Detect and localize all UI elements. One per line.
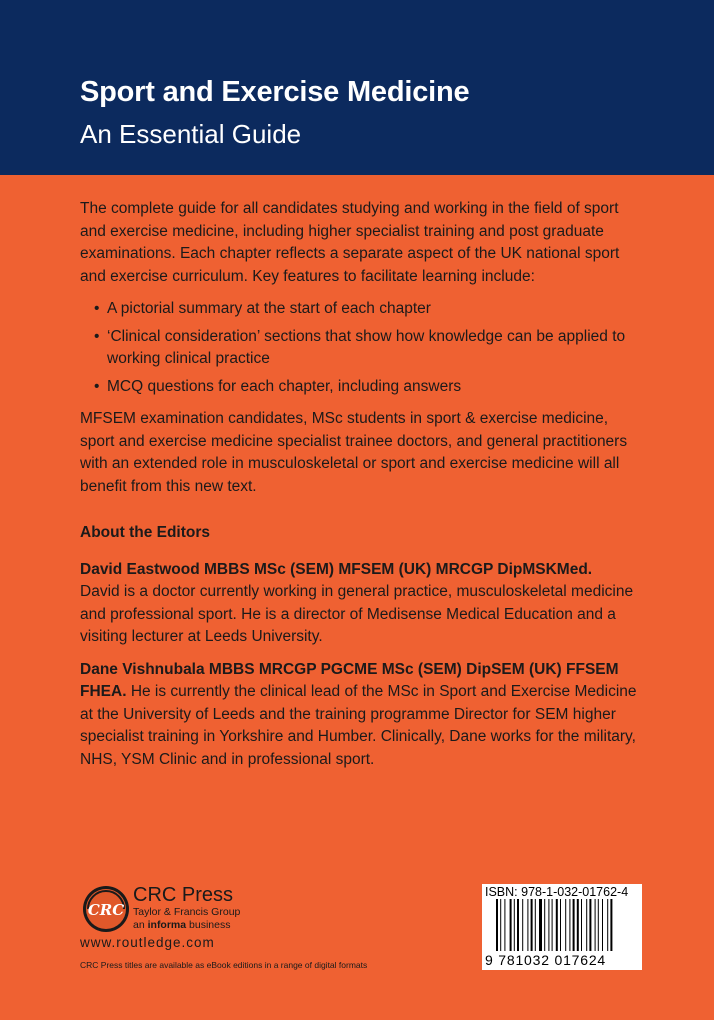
barcode-bar xyxy=(552,899,553,951)
ebook-note: CRC Press titles are available as eBook editions in a range of digital formats xyxy=(80,960,368,970)
informa-wordmark: informa xyxy=(147,919,187,931)
crc-logo xyxy=(80,884,140,934)
barcode-bar xyxy=(514,899,515,951)
bullet-icon: • xyxy=(94,327,100,345)
book-title: Sport and Exercise Medicine xyxy=(80,76,470,108)
bullet-icon: • xyxy=(94,377,100,395)
barcode-bar xyxy=(607,899,608,951)
editor-description: He is currently the clinical lead of the MSc in Sport and Exercise Medicine at the University of Leeds and the training programme Director for SEM higher specialist training in Yorkshire and Humber. Clinically, Dane works for the military, NHS, YSM Clinic and in professional sport. xyxy=(80,683,637,768)
publisher-business: an informa business xyxy=(133,919,231,931)
barcode-bar xyxy=(560,899,561,951)
barcode-bar xyxy=(598,899,599,951)
barcode-bar xyxy=(510,899,512,951)
barcode-bar xyxy=(544,899,545,951)
barcode-bar xyxy=(496,899,498,951)
barcode-bar xyxy=(586,899,587,951)
barcode-bar xyxy=(500,899,501,951)
audience-paragraph: MFSEM examination candidates, MSc students in sport & exercise medicine, sport and exercise medicine specialist trainee doctors, and general practitioners with an extended role in musculoskeletal or sport and exercise medicine will all benefit from this new text. xyxy=(80,410,628,495)
feature-list xyxy=(80,298,640,398)
feature-item xyxy=(80,376,640,399)
intro-paragraph: The complete guide for all candidates studying and working in the field of sport and exercise medicine, including higher specialist training and post graduate examinations. Each chapter reflects a separate aspect of the UK national sport and exercise curriculum. Key features to facilitate learning include: xyxy=(80,200,620,285)
barcode-bar xyxy=(527,899,528,951)
isbn-barcode xyxy=(482,884,642,970)
logo-text: CRC xyxy=(87,901,125,919)
bullet-icon: • xyxy=(94,300,100,317)
barcode-bar xyxy=(535,899,536,951)
isbn-label: ISBN: 978-1-032-01762-4 xyxy=(485,885,629,899)
editor-name: Dane Vishnubala MBBS MRCGP PGCME MSc (SEM) DipSEM (UK) FFSEM FHEA. xyxy=(80,660,619,700)
feature-item xyxy=(80,326,640,371)
crc-logo-icon xyxy=(80,884,140,934)
barcode-bar xyxy=(602,899,603,951)
editor-bio xyxy=(80,559,640,649)
book-subtitle: An Essential Guide xyxy=(80,119,302,149)
publisher-group: Taylor & Francis Group xyxy=(133,906,241,918)
barcode-bar xyxy=(589,899,591,951)
editors-heading: About the Editors xyxy=(80,524,211,541)
feature-text: ‘Clinical consideration’ sections that show how knowledge can be applied to working clinical practice xyxy=(107,327,626,367)
barcode-bar xyxy=(569,899,570,951)
barcode-bar xyxy=(548,899,549,951)
barcode-bar xyxy=(581,899,582,951)
barcode-bar xyxy=(610,899,612,951)
barcode-bar xyxy=(539,899,542,951)
header-band xyxy=(0,0,714,175)
feature-text: A pictorial summary at the start of each chapter xyxy=(107,300,431,317)
barcode-digits: 9 781032 017624 xyxy=(485,952,606,968)
barcode-bar xyxy=(573,899,575,951)
barcode-bar xyxy=(595,899,596,951)
editor-bio xyxy=(80,659,640,772)
barcode-bar xyxy=(504,899,505,951)
barcode-bar xyxy=(565,899,566,951)
editor-name: David Eastwood MBBS MSc (SEM) MFSEM (UK) MRCGP DipMSKMed. xyxy=(80,560,593,578)
barcode-bars xyxy=(482,899,642,951)
publisher-block xyxy=(133,884,240,932)
barcode-bar xyxy=(531,899,533,951)
barcode-bar xyxy=(556,899,558,951)
barcode-bar xyxy=(517,899,519,951)
feature-item xyxy=(80,298,640,321)
editor-description: David is a doctor currently working in general practice, musculoskeletal medicine and professional sport. He is a director of Medisense Medical Education and a visiting lecturer at Leeds University. xyxy=(80,583,634,645)
back-cover-text xyxy=(80,198,640,781)
barcode-bar xyxy=(577,899,579,951)
barcode-bar xyxy=(522,899,523,951)
publisher-website: www.routledge.com xyxy=(80,935,215,950)
publisher-name: CRC Press xyxy=(133,884,234,906)
feature-text: MCQ questions for each chapter, including answers xyxy=(107,377,462,395)
